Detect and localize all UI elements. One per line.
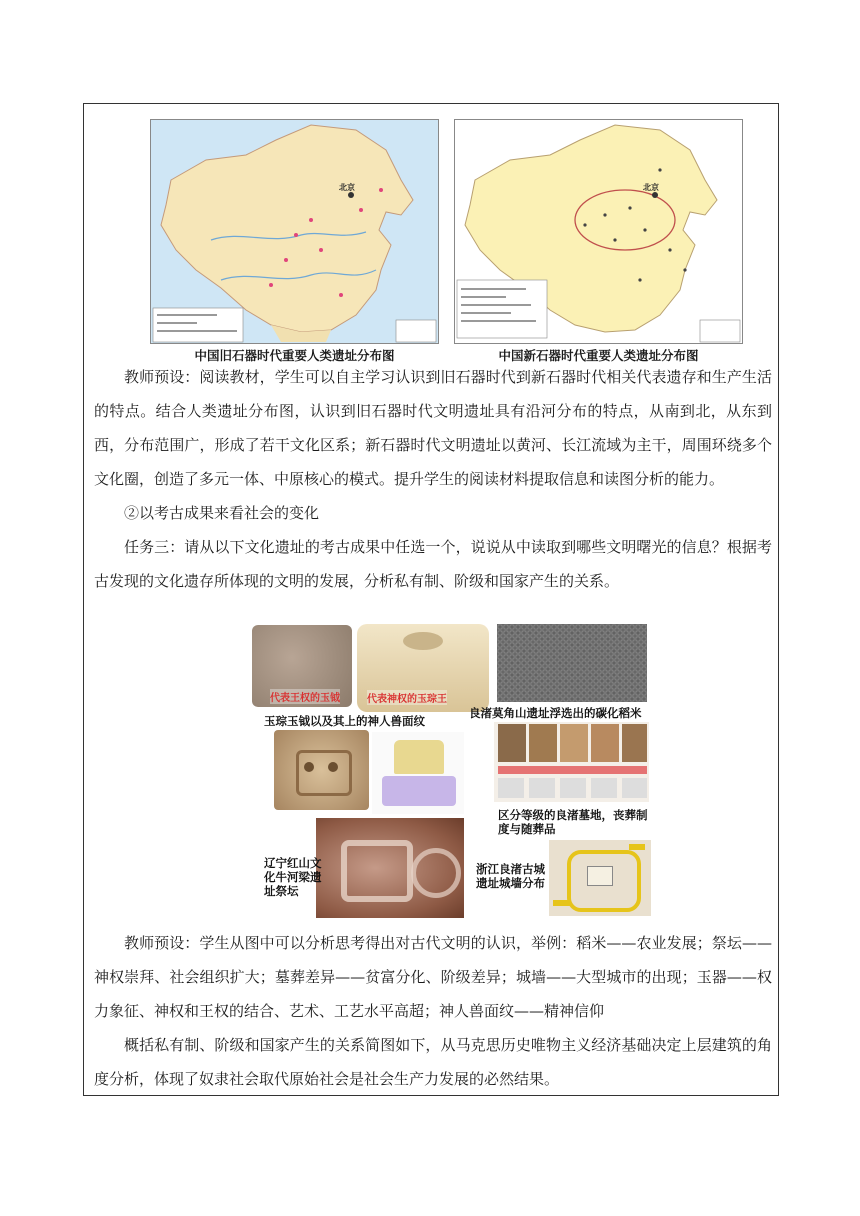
neolithic-map-caption: 中国新石器时代重要人类遗址分布图 [498, 348, 699, 363]
city-caption-line-1: 浙江良渚古城 [476, 862, 545, 876]
teacher-preset-paragraph-2: 教师预设：学生从图中可以分析思考得出对古代文明的认识，举例：稻米——农业发展；祭坛——神权崇拜、社会组织扩大；墓葬差异——贫富分化、阶级差异；城墙——大型城市的出现；玉器——权力象征、神权和王权的结合、艺术、工艺水平高超；神人兽面纹——精神信仰 [94, 934, 772, 1020]
section-heading: ②以考古成果来看社会的变化 [124, 504, 320, 522]
altar-photo [316, 818, 464, 918]
summary-paragraph: 概括私有制、阶级和国家产生的关系简图如下，从马克思历史唯物主义经济基础决定上层建筑的角度分析，体现了奴隶社会取代原始社会是社会生产力发展的必然结果。 [94, 1036, 772, 1088]
altar-caption-line-1: 辽宁红山文 [264, 856, 322, 870]
paleolithic-map-image [151, 120, 439, 344]
paleolithic-map [150, 119, 439, 344]
archaeology-collage [244, 622, 654, 920]
teacher-preset-paragraph-1: 教师预设：阅读教材，学生可以自主学习认识到旧石器时代到新石器时代相关代表遗存和生产生活的特点。结合人类遗址分布图，认识到旧石器时代文明遗址具有沿河分布的特点，从南到北，从东到西，分布范围广，形成了若干文化区系；新石器时代文明遗址以黄河、长江流域为主干，周围环绕多个文化圈，创造了多元一体、中原核心的模式。提升学生的阅读材料提取信息和读图分析的能力。 [94, 368, 772, 488]
jade-cong-label: 代表神权的玉琮王 [367, 690, 447, 705]
paleolithic-map-caption: 中国旧石器时代重要人类遗址分布图 [194, 348, 395, 363]
altar-caption-line-2: 化牛河梁遗 [264, 870, 322, 884]
neolithic-map-image [455, 120, 743, 344]
map-city-label-2: 北京 [643, 183, 659, 192]
tomb-caption-line-2: 度与随葬品 [498, 822, 556, 836]
text-block-1 [94, 360, 772, 598]
carbonized-rice-image [497, 624, 647, 702]
jade-axe-label: 代表王权的玉钺 [270, 689, 340, 704]
jade-cong-image [357, 624, 489, 712]
task-three-paragraph: 任务三：请从以下文化遗址的考古成果中任选一个，说说从中读取到哪些文明曙光的信息？根据考古发现的文化遗存所体现的文明的发展，分析私有制、阶级和国家产生的关系。 [94, 538, 772, 590]
jade-caption: 玉琮玉钺以及其上的神人兽面纹 [264, 714, 425, 728]
content-frame [83, 103, 779, 1096]
text-block-2 [94, 926, 772, 1096]
tomb-caption-line-1: 区分等级的良渚墓地，丧葬制 [498, 808, 648, 822]
map-city-label: 北京 [339, 183, 355, 192]
city-wall-map [549, 840, 651, 916]
mask-motif-drawing [372, 732, 464, 814]
tomb-panels [494, 722, 649, 802]
neolithic-map [454, 119, 743, 344]
altar-caption-line-3: 址祭坛 [264, 884, 299, 898]
city-caption-line-2: 遗址城墙分布 [476, 876, 545, 890]
rice-caption: 良渚莫角山遗址浮选出的碳化稻米 [469, 706, 642, 720]
mask-motif-photo [274, 730, 369, 810]
jade-axe-image [252, 625, 352, 707]
